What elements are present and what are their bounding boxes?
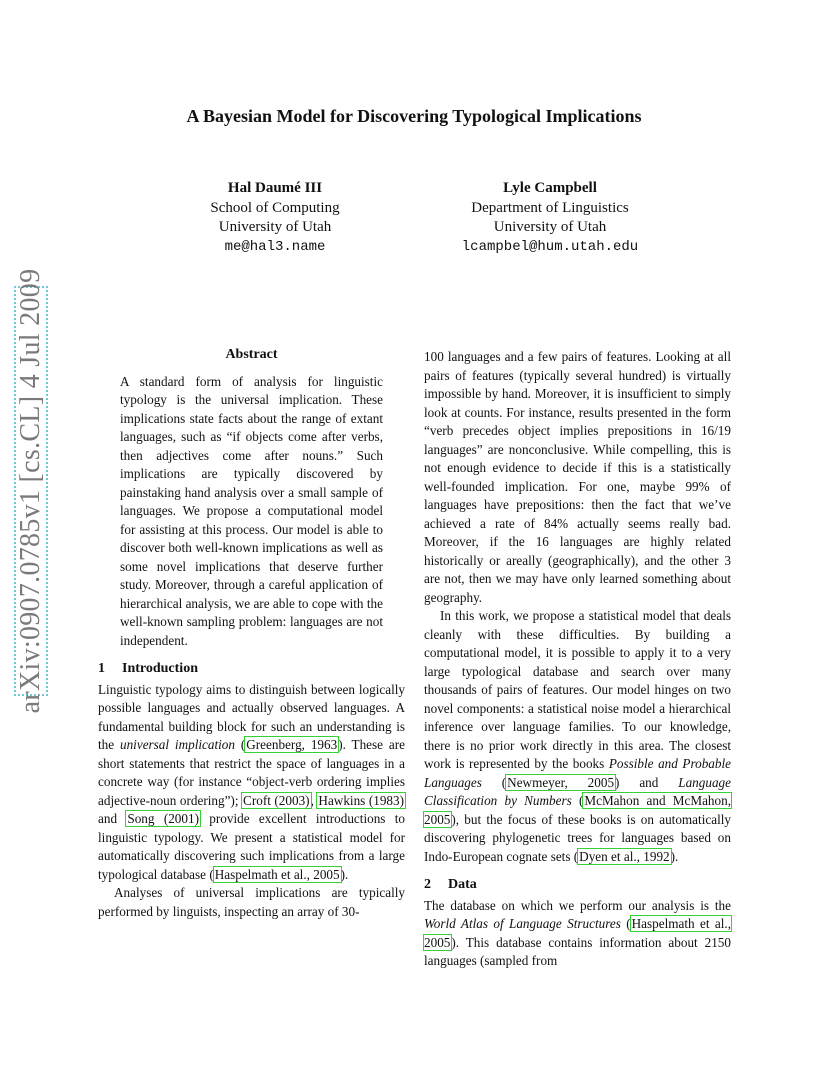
body-paragraph-2: In this work, we propose a statistical model that deals cleanly with these difficulties. By building a computational model, it is possible to apply it to a very large typological database and search over many thousands of pairs of features. Our model hinges on two novel components: a statistical noise model a hierarchical inference over language families. To our knowledge, there is no prior work directly in this area. The closest work is represented by the books Possible and Probable Languages (Newmeyer, 2005) and Language Classification by Numbers (McMahon and McMahon, 2005), but the focus of these books is on automatically discovering phylogenetic trees for languages based on Indo-European cognate sets (Dyen et al., 1992). — [424, 608, 732, 864]
abstract-text: A standard form of analysis for linguistic typology is the universal implication. These implications state facts about the range of extant languages, such as “if objects come after verbs, then adjectives come after nouns.” Such implications are typically discovered by painstaking hand analysis over a small sample of languages. We propose a computational model for assisting at this process. Our model is able to discover both well-known implications as well as some novel implications that deserve further study. Moreover, through a careful application of hierarchical analysis, we are able to cope with the well-known sampling problem: languages are not independent. — [120, 373, 383, 648]
citation-link[interactable]: Greenberg, 1963 — [246, 737, 338, 752]
citation-link[interactable]: Haspelmath et al., 2005 — [424, 916, 731, 950]
citation-link[interactable]: McMahon and McMahon, 2005 — [424, 793, 732, 827]
author-institution: University of Utah — [218, 219, 332, 235]
left-column — [98, 346, 405, 921]
author-affiliation: Department of Linguistics — [471, 199, 629, 216]
author-email[interactable]: me@hal3.name — [224, 238, 326, 255]
section-number: 2 — [424, 877, 431, 892]
section-title: Introduction — [122, 661, 198, 676]
author-affiliation: School of Computing — [210, 199, 340, 216]
citation-link[interactable]: Haspelmath et al., 2005 — [214, 866, 340, 882]
author-block-1 — [180, 179, 370, 257]
author-block-2 — [430, 179, 670, 257]
citation-link[interactable]: Dyen et al., 1992 — [579, 848, 670, 864]
section-heading-introduction — [98, 660, 405, 679]
citation-link[interactable]: Croft (2003) — [243, 792, 310, 808]
author-email[interactable]: lcampbel@hum.utah.edu — [461, 238, 639, 255]
arxiv-identifier[interactable]: arXiv:0907.0785v1 [cs.CL] 4 Jul 2009 — [15, 268, 46, 714]
intro-paragraph-2: Analyses of universal implications are typically performed by linguists, inspecting an array of 30- — [98, 885, 405, 919]
author-name: Lyle Campbell — [503, 180, 597, 196]
author-name: Hal Daumé III — [227, 180, 323, 196]
author-institution: University of Utah — [493, 219, 607, 235]
intro-paragraph-1: Linguistic typology aims to distinguish between logically possible languages and actually observed languages. A fundamental building block for such an understanding is the universal implication (Greenberg, 1963). These are short statements that restrict the space of languages in a concrete way (for instance “object-verb ordering implies adjective-noun ordering”); Croft (2003), Hawkins (1983) and Song (2001) provide excellent introductions to linguistic typology. We present a statistical model for automatically discovering such implications from a large typological database (Haspelmath et al., 2005). — [98, 681, 406, 882]
citation-link[interactable]: Song (2001) — [127, 811, 199, 826]
citation-link[interactable]: Hawkins (1983) — [318, 792, 405, 808]
citation-link[interactable]: Newmeyer, 2005 — [507, 774, 615, 790]
body-paragraph-1: 100 languages and a few pairs of features. Looking at all pairs of features (typically several hundred) is virtually impossible by hand. Moreover, it is insufficient to simply look at counts. For instance, results presented in the form “verb precedes object implies prepositions in 16/19 languages” are nonconclusive. While compelling, this is not enough evidence to decide if this is a statistically well-founded implication. For one, maybe 99% of languages have prepositions: then the fact that we’ve achieved a rate of 84% actually seems really bad. Moreover, if the 16 languages are highly related historically or areally (geographically), and the other 3 are not, then we may have only learned something about geography. — [424, 349, 731, 605]
paper-title: A Bayesian Model for Discovering Typological Implications — [186, 106, 642, 126]
section-number: 1 — [98, 661, 105, 676]
data-paragraph-1: The database on which we perform our analysis is the World Atlas of Language Structures (Haspelmath et al., 2005). This database contains information about 2150 languages (sampled from — [424, 897, 731, 968]
section-heading-data — [424, 876, 731, 895]
right-column — [424, 348, 731, 971]
abstract-heading: Abstract — [225, 347, 278, 362]
section-title: Data — [448, 877, 477, 892]
